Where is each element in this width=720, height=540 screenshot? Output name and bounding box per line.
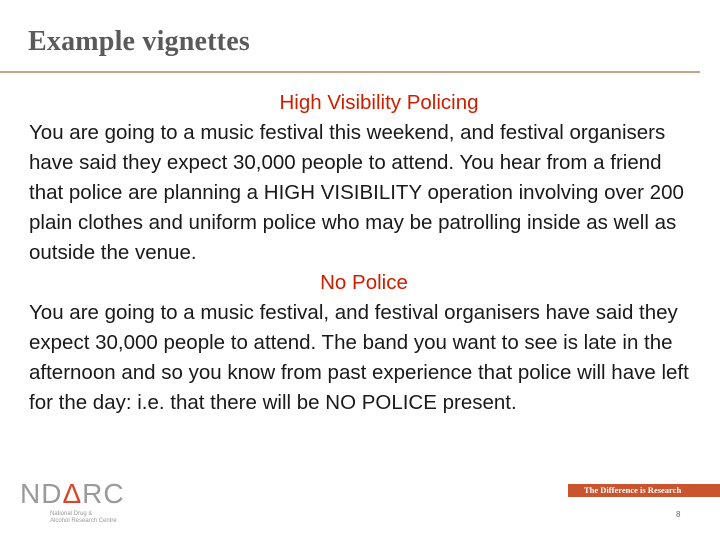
logo-letters-right: RC xyxy=(82,478,125,509)
logo-triangle-icon: Δ xyxy=(62,478,83,509)
logo-subtitle-line2: Alcohol Research Centre xyxy=(50,518,117,524)
slide-body xyxy=(29,88,699,418)
ndarc-logo xyxy=(20,480,160,524)
logo-letters-left: ND xyxy=(20,478,63,509)
vignette-text-no-police: You are going to a music festival, and festival organisers have said they expect 30,000 people to attend. The band you want to see is late in the afternoon and so you know from past experience that police will have left for the day: i.e. that there will be NO POLICE present. xyxy=(29,301,689,414)
logo-subtitle-line1: National Drug & xyxy=(50,511,93,517)
vignette-heading-no-police: No Police xyxy=(320,271,408,294)
slide-title: Example vignettes xyxy=(28,26,250,57)
vignette-text-high-visibility: You are going to a music festival this weekend, and festival organisers have said they expect 30,000 people to attend. You hear from a friend that police are planning a HIGH VISIBILITY operation involving over 200 plain clothes and uniform police who may be patrolling inside as well as outside the venue. xyxy=(29,121,684,264)
vignette-heading-high-visibility: High Visibility Policing xyxy=(279,91,479,114)
page-number: 8 xyxy=(676,510,681,519)
title-divider xyxy=(0,71,700,73)
tagline-banner: The Difference is Research xyxy=(568,484,720,497)
